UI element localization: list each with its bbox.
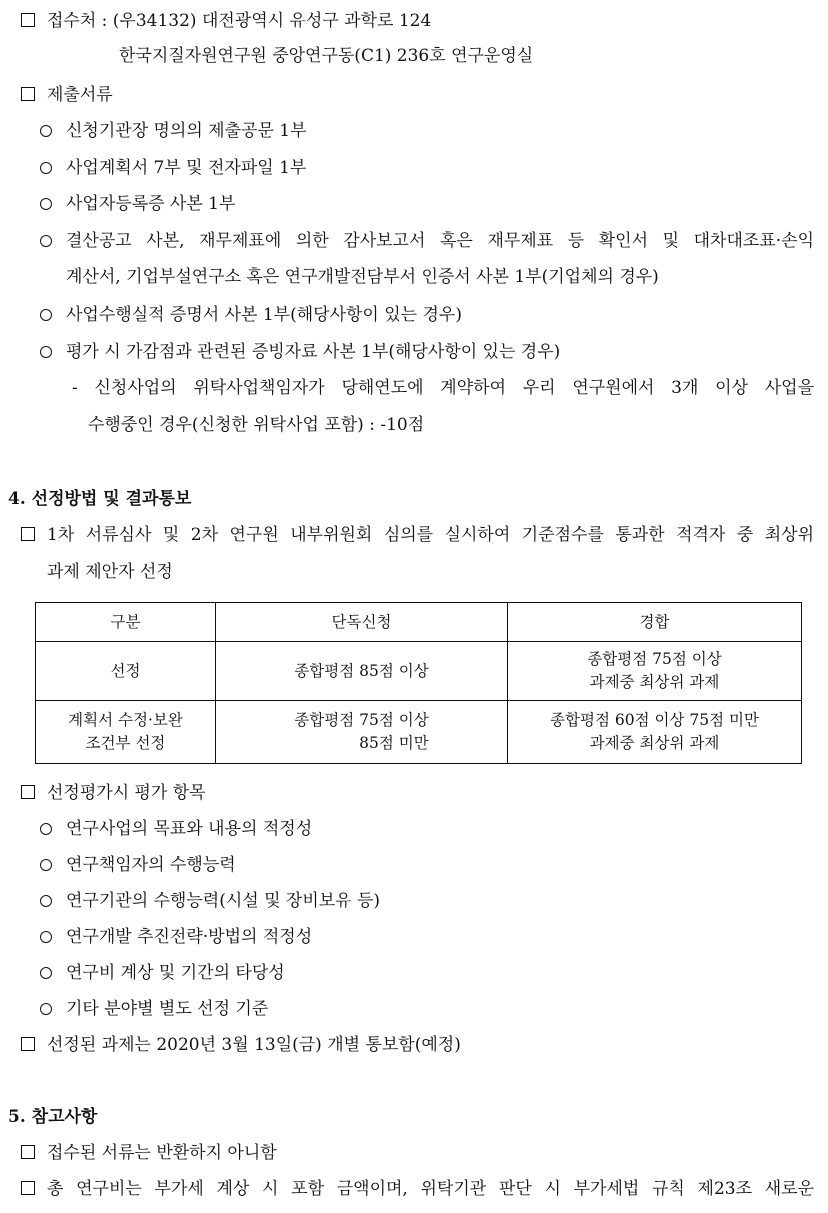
- table-row: [36, 603, 802, 642]
- list-item: 기타 분야별 별도 선정 기준: [40, 996, 268, 1022]
- circle-bullet-icon: [40, 235, 52, 247]
- notice-line: 선정된 과제는 2020년 3월 13일(금) 개별 통보함(예정): [21, 1032, 461, 1058]
- table-row: [36, 642, 802, 701]
- list-item: 연구기관의 수행능력(시설 및 장비보유 등): [40, 888, 380, 914]
- intro-line-2: 과제 제안자 선정: [47, 562, 173, 582]
- square-bullet-icon: [21, 527, 35, 541]
- list-item: 총 연구비는 부가세 계상 시 포함 금액이며, 위탁기관 판단 시 부가세법 규칙 제23조 새로운: [21, 1176, 814, 1202]
- table-cell: 선정: [36, 642, 216, 701]
- circle-bullet-icon: [40, 1003, 52, 1015]
- list-item: 연구비 계상 및 기간의 타당성: [40, 960, 285, 986]
- table-cell: 종합평점 85점 이상: [216, 642, 508, 701]
- table-header: 단독신청: [216, 603, 508, 642]
- table-cell: 종합평점 60점 이상 75점 미만 과제중 최상위 과제: [508, 701, 802, 764]
- table-cell: 종합평점 75점 이상 85점 미만: [216, 701, 508, 764]
- circle-bullet-icon: [40, 895, 52, 907]
- circle-bullet-icon: [40, 162, 52, 174]
- list-item: 사업수행실적 증명서 사본 1부(해당사항이 있는 경우): [40, 302, 462, 328]
- list-item: 사업계획서 7부 및 전자파일 1부: [40, 155, 306, 181]
- list-item-continuation: 계산서, 기업부설연구소 혹은 연구개발전담부서 인증서 사본 1부(기업체의 경우): [66, 267, 659, 287]
- table-cell: 종합평점 75점 이상 과제중 최상위 과제: [508, 642, 802, 701]
- list-item: 신청기관장 명의의 제출공문 1부: [40, 118, 307, 144]
- circle-bullet-icon: [40, 198, 52, 210]
- list-item: 결산공고 사본, 재무제표에 의한 감사보고서 혹은 재무제표 등 확인서 및 대차대조표·손익: [40, 228, 814, 254]
- square-bullet-icon: [21, 87, 35, 101]
- selection-criteria-table: [35, 602, 802, 764]
- square-bullet-icon: [21, 13, 35, 27]
- circle-bullet-icon: [40, 823, 52, 835]
- list-item: 접수된 서류는 반환하지 아니함: [21, 1140, 277, 1166]
- address-line: 접수처 : (우34132) 대전광역시 유성구 과학로 124: [21, 8, 431, 34]
- square-bullet-icon: [21, 785, 35, 799]
- square-bullet-icon: [21, 1145, 35, 1159]
- circle-bullet-icon: [40, 931, 52, 943]
- intro-line: 1차 서류심사 및 2차 연구원 내부위원회 심의를 실시하여 기준점수를 통과한 적격자 중 최상위: [21, 522, 814, 548]
- dash-item-continuation: 수행중인 경우(신청한 위탁사업 포함) : -10점: [88, 415, 425, 435]
- docs-label: 제출서류: [21, 82, 113, 108]
- table-header: 구분: [36, 603, 216, 642]
- table-header: 경합: [508, 603, 802, 642]
- section-heading: 5. 참고사항: [8, 1107, 98, 1127]
- list-item: 연구개발 추진전략·방법의 적정성: [40, 924, 312, 950]
- circle-bullet-icon: [40, 859, 52, 871]
- square-bullet-icon: [21, 1181, 35, 1195]
- address-line-2: 한국지질자원연구원 중앙연구동(C1) 236호 연구운영실: [119, 46, 534, 66]
- list-item: 연구책임자의 수행능력: [40, 852, 236, 878]
- circle-bullet-icon: [40, 346, 52, 358]
- circle-bullet-icon: [40, 125, 52, 137]
- section-heading: 4. 선정방법 및 결과통보: [8, 489, 192, 509]
- eval-label: 선정평가시 평가 항목: [21, 780, 206, 806]
- list-item: 평가 시 가감점과 관련된 증빙자료 사본 1부(해당사항이 있는 경우): [40, 339, 560, 365]
- circle-bullet-icon: [40, 309, 52, 321]
- dash-item: - 신청사업의 위탁사업책임자가 당해연도에 계약하여 우리 연구원에서 3개 이상 사업을: [72, 378, 814, 398]
- circle-bullet-icon: [40, 967, 52, 979]
- table-cell: 계획서 수정·보완 조건부 선정: [36, 701, 216, 764]
- table-row: [36, 701, 802, 764]
- square-bullet-icon: [21, 1037, 35, 1051]
- list-item: 사업자등록증 사본 1부: [40, 191, 235, 217]
- list-item: 연구사업의 목표와 내용의 적정성: [40, 816, 312, 842]
